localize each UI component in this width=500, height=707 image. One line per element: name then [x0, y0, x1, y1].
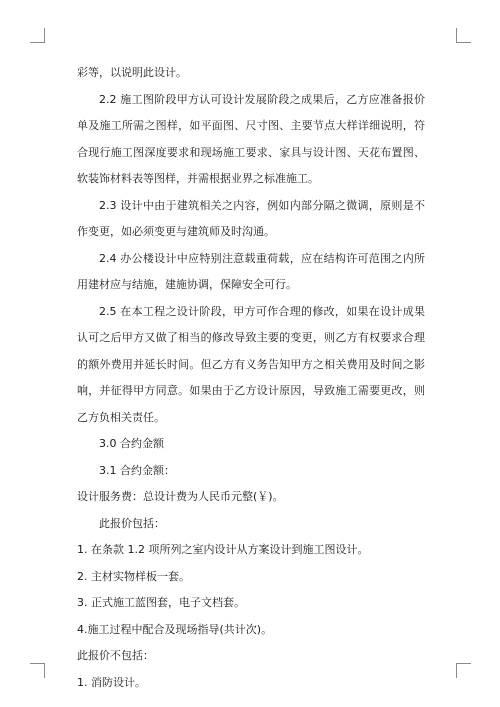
- paragraph-2-2: 2.2 施工图阶段甲方认可设计发展阶段之成果后，乙方应准备报价单及施工所需之图样，如平面图、尺寸图、主要节点大样详细说明，符合现行施工图深度要求和现场施工要求、家具与设计图、天花布置图、软装饰材料表等图样，并需根据业界之标准施工。: [77, 92, 425, 185]
- excludes-heading: 此报价不包括：: [77, 649, 154, 662]
- paragraph: 彩等，以说明此设计。: [77, 66, 187, 79]
- subheading-3-1: 3.1 合约金额：: [99, 463, 175, 477]
- list-item: 1. 消防设计。: [77, 675, 146, 689]
- list-item: 1. 在条款 1.2 项所列之室内设计从方案设计到施工图设计。: [77, 543, 369, 556]
- paragraph-2-5: 2.5 在本工程之设计阶段，甲方可作合理的修改，如果在设计成果认可之后甲方又做了相当的修改导致主要的变更，则乙方有权要求合理的额外费用并延长时间。但乙方有义务告知甲方之相关费用及时间之影响，并征得甲方同意。如果由于乙方设计原因，导致施工需要更改，则乙方负相关责任。: [77, 304, 425, 424]
- list-item: 3. 正式施工蓝图套，电子文档套。: [77, 596, 245, 609]
- design-fee-line: 设计服务费：总设计费为人民币元整(￥)。: [77, 490, 284, 503]
- crop-mark-top-right: [456, 28, 471, 43]
- list-item: 2. 主材实物样板一套。: [77, 569, 190, 583]
- section-heading-3-0: 3.0 合约金额: [99, 437, 164, 450]
- includes-heading: 此报价包括：: [99, 516, 165, 530]
- crop-mark-bottom-right: [456, 663, 471, 678]
- paragraph-2-3: 2.3 设计中由于建筑相关之内容，例如内部分隔之微调，原则是不作变更，如必须变更与建筑师及时沟通。: [77, 198, 425, 238]
- crop-mark-top-left: [30, 28, 45, 43]
- document-body: [77, 60, 425, 696]
- paragraph-2-4: 2.4 办公楼设计中应特别注意载重荷载，应在结构许可范围之内所用建材应与结施，建施协调，保障安全可行。: [77, 251, 425, 291]
- crop-mark-bottom-left: [30, 663, 45, 678]
- list-item: 4.施工过程中配合及现场指导(共计次)。: [77, 622, 273, 636]
